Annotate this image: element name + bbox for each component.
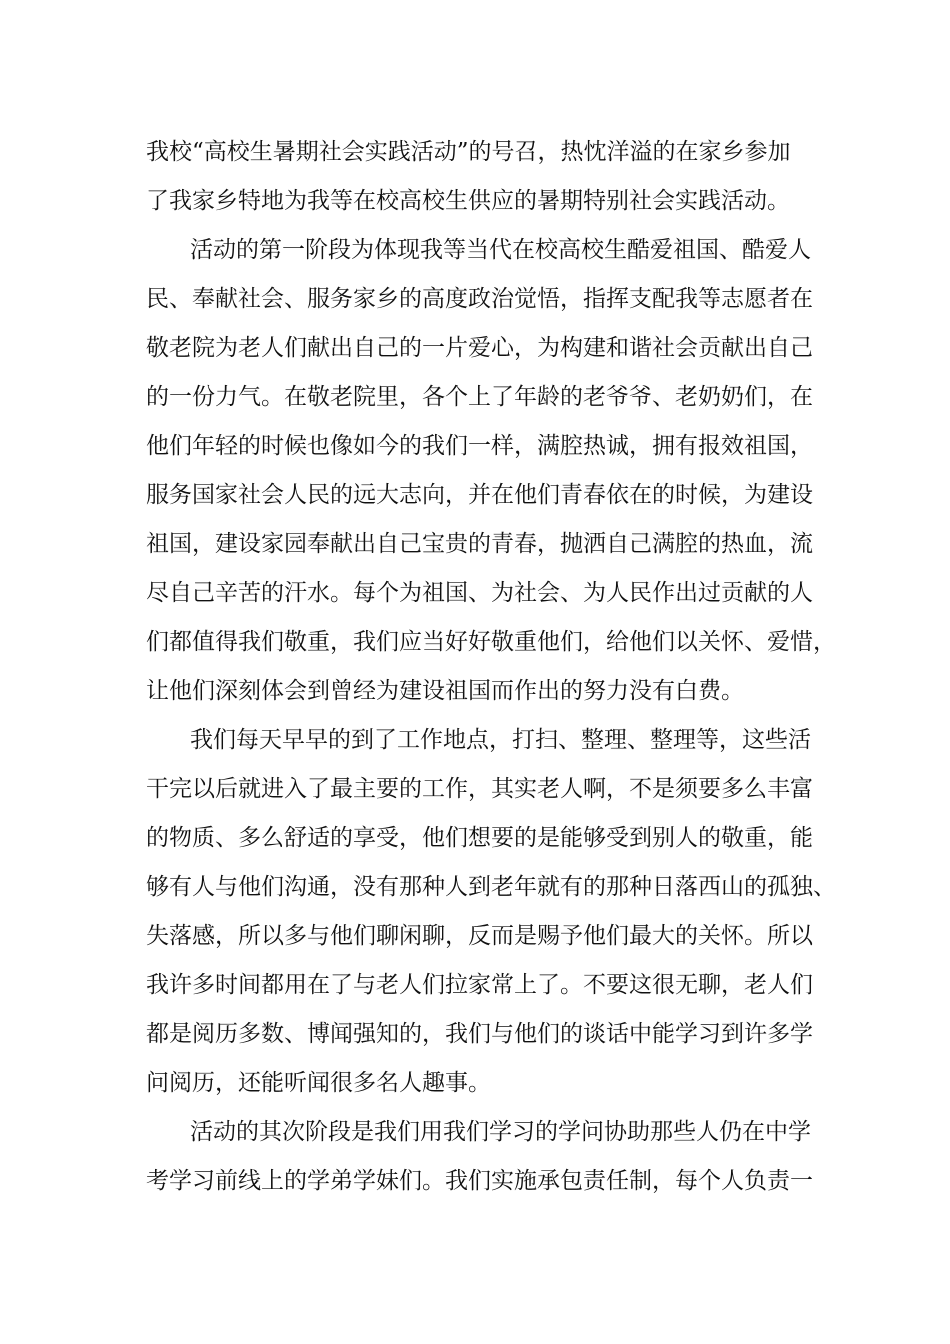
text-line-14: 干完以后就进入了最主要的工作，其实老人啊，不是须要多么丰富	[146, 776, 813, 802]
text-line-7: 他们年轻的时候也像如今的我们一样，满腔热诚，拥有报效祖国，	[146, 433, 813, 459]
text-line-2: 了我家乡特地为我等在校高校生供应的暑期特别社会实践活动。	[146, 188, 790, 214]
text-line-4: 民、奉献社会、服务家乡的高度政治觉悟，指挥支配我等志愿者在	[146, 286, 813, 312]
text-line-8: 服务国家社会人民的远大志向，并在他们青春依在的时候，为建设	[146, 482, 813, 508]
text-line-22: 考学习前线上的学弟学妹们。我们实施承包责任制，每个人负责一	[146, 1168, 813, 1194]
text-line-12: 让他们深刻体会到曾经为建设祖国而作出的努力没有白费。	[146, 678, 744, 704]
text-line-9: 祖国，建设家园奉献出自己宝贵的青春，抛洒自己满腔的热血，流	[146, 531, 813, 557]
text-line-20: 问阅历，还能听闻很多名人趣事。	[146, 1070, 491, 1096]
paragraph-3-line-1: 我们每天早早的到了工作地点，打扫、整理、整理等，这些活	[190, 727, 811, 753]
text-line-6: 的一份力气。在敬老院里，各个上了年龄的老爷爷、老奶奶们，在	[146, 384, 813, 410]
text-line-15: 的物质、多么舒适的享受，他们想要的是能够受到别人的敬重，能	[146, 825, 813, 851]
paragraph-2-line-1: 活动的第一阶段为体现我等当代在校高校生酷爱祖国、酷爱人	[190, 237, 811, 263]
text-line-19: 都是阅历多数、博闻强知的，我们与他们的谈话中能学习到许多学	[146, 1021, 813, 1047]
text-line-16: 够有人与他们沟通，没有那种人到老年就有的那种日落西山的孤独、	[146, 874, 836, 900]
paragraph-4-line-1: 活动的其次阶段是我们用我们学习的学问协助那些人仍在中学	[190, 1119, 811, 1145]
text-line-5: 敬老院为老人们献出自己的一片爱心，为构建和谐社会贡献出自己	[146, 335, 813, 361]
text-line-17: 失落感，所以多与他们聊闲聊，反而是赐予他们最大的关怀。所以	[146, 923, 813, 949]
text-line-10: 尽自己辛苦的汗水。每个为祖国、为社会、为人民作出过贡献的人	[146, 580, 813, 606]
text-line-11: 们都值得我们敬重，我们应当好好敬重他们，给他们以关怀、爱惜，	[146, 629, 836, 655]
text-line-18: 我许多时间都用在了与老人们拉家常上了。不要这很无聊，老人们	[146, 972, 813, 998]
text-line-1: 我校“高校生暑期社会实践活动”的号召，热忱洋溢的在家乡参加	[146, 139, 791, 165]
